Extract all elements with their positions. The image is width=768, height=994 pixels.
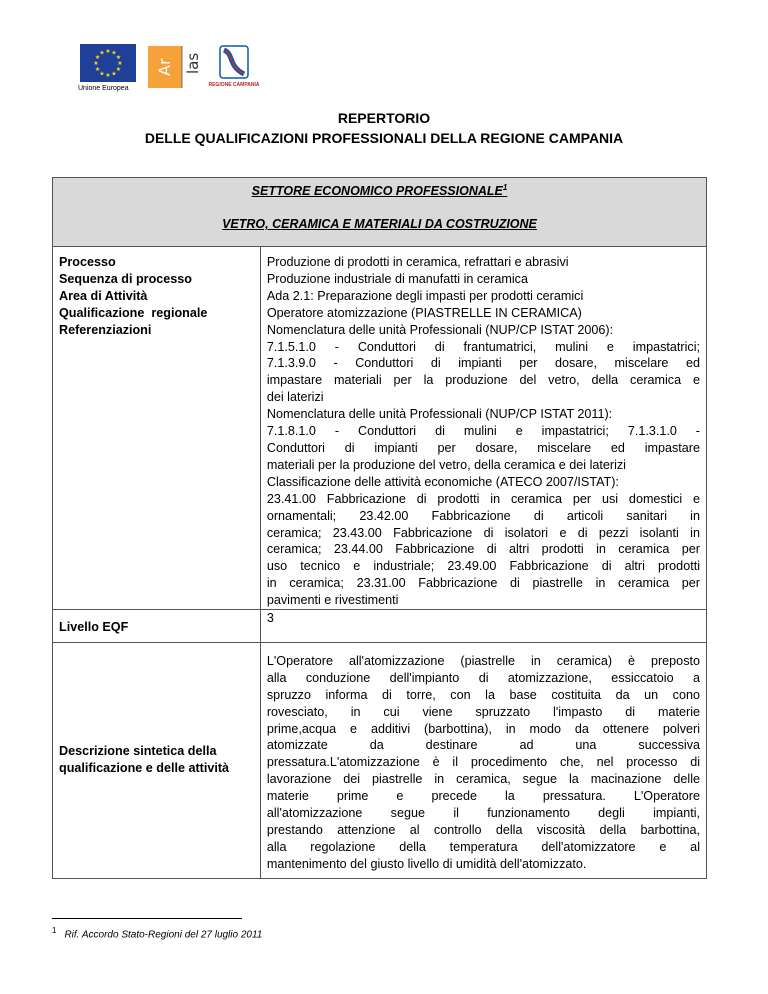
text-line: 7.1.5.1.0 - Conduttori di frantumatrici, mulini e impastatrici; [266,339,700,354]
table-row [53,247,707,610]
text-line: lavorazione dei piastrelle in ceramica, segue la macinazione delle [266,772,700,787]
eqf-label: Livello EQF [53,610,261,643]
svg-text:★: ★ [99,70,105,78]
descrizione-label [53,642,261,878]
info-values [260,247,706,610]
title-line-1: REPERTORIO [337,110,431,126]
sequenza-value: Produzione industriale di manufatti in ceramica [266,271,528,286]
qualificazione-value: Operatore atomizzazione (PIASTRELLE IN CERAMICA) [266,305,582,320]
text-line: pressatura.L'atomizzazione è il procedimento che, nel processo di [266,755,700,770]
svg-text:★: ★ [94,54,101,61]
sector-header [52,177,707,247]
text-line: Conduttori di impianti per dosare, miscelare ed impastare [266,440,700,455]
area-value: Ada 2.1: Preparazione degli impasti per prodotti ceramici [266,288,584,303]
eqf-value: 3 [260,610,706,643]
text-line: ornamentali; 23.42.00 Fabbricazione di articoli sanitari in [266,508,700,523]
text-line: 7.1.3.9.0 - Conduttori di impianti per dosare, miscelare ed [266,356,700,371]
referenziazioni-value [267,322,700,609]
processo-label: Processo [59,255,116,269]
text-line: in ceramica; 23.31.00 Fabbricazione di piastrelle in ceramica per [266,576,700,591]
svg-text:★: ★ [105,48,111,55]
footnote-ref: 1 [502,183,508,192]
svg-text:★: ★ [115,54,122,61]
text-line: materie prime e precede la pressatura. L'Operatore [266,789,700,804]
text-line: ceramica; 23.44.00 Fabbricazione di altri prodotti in ceramica per [266,542,700,557]
document-title [0,108,768,148]
eu-caption: Unione Europea [78,85,129,92]
eu-flag-logo [80,44,136,82]
text-line: 7.1.8.1.0 - Conduttori di mulini e impastatrici; 7.1.3.1.0 - [266,424,700,439]
text-line: Nomenclatura delle unità Professionali (NUP/CP ISTAT 2011): [266,407,613,422]
table-row [53,610,707,643]
campania-label: REGIONE CAMPANIA [208,82,260,88]
text-line: mantenimento del giusto livello di umidità dell'atomizzato. [266,856,587,871]
descrizione-label-line-2: qualificazione e delle attività [59,761,230,776]
svg-text:★: ★ [115,66,122,73]
text-line: atomizzate da destinare ad una successiva [266,738,700,753]
svg-text:las: las [184,52,202,74]
text-line: dei laterizi [266,390,324,405]
svg-text:★: ★ [93,60,99,67]
text-line: prime,acqua e additivi (barbottina), in modo da ottenere polveri [266,721,700,736]
arlas-logo [148,46,204,88]
footnote-divider [52,918,242,919]
footnote [52,926,262,940]
info-labels [53,247,261,610]
table-row [53,642,707,878]
text-line: L'Operatore all'atomizzazione (piastrelle in ceramica) è preposto [266,653,700,668]
footnote-marker: 1 [52,926,57,935]
text-line: alla regolazione della temperatura dell'atomizzatore e al [266,839,700,854]
sequenza-label: Sequenza di processo [59,271,192,286]
text-line: uso tecnico e industriale; 23.49.00 Fabbricazione di altri prodotti [266,559,700,574]
svg-text:★: ★ [111,70,117,78]
text-line: Nomenclatura delle unità Professionali (NUP/CP ISTAT 2006): [266,322,614,337]
svg-text:Ar: Ar [155,58,174,76]
text-line: Classificazione delle attività economiche (ATECO 2007/ISTAT): [266,474,619,489]
svg-text:★: ★ [94,66,101,73]
text-line: rovesciato, in cui viene spruzzato l'impasto di materie [266,704,700,719]
text-line: all'atomizzazione segue il funzionamento degli impianti, [266,806,700,821]
processo-value: Produzione di prodotti in ceramica, refrattari e abrasivi [266,255,569,269]
descrizione-label-line-1: Descrizione sintetica della [59,744,217,759]
svg-text:★: ★ [105,72,111,79]
regione-campania-logo [208,44,260,90]
text-line: spruzzo informa di torre, con la base costituita da un cono [266,687,700,702]
text-line: alla conduzione dell'impianto di atomizzazione, essiccatoio a [266,670,700,685]
svg-text:★: ★ [99,49,105,57]
svg-text:★: ★ [111,49,117,57]
svg-text:★: ★ [117,60,123,67]
text-line: materiali per la produzione del vetro, della ceramica e dei laterizi [266,457,626,472]
sector-name: VETRO, CERAMICA E MATERIALI DA COSTRUZIONE [222,217,537,231]
descrizione-value [260,642,706,878]
sector-heading: SETTORE ECONOMICO PROFESSIONALE$^1$ [251,183,508,199]
title-line-2: DELLE QUALIFICAZIONI PROFESSIONALI DELLA REGIONE CAMPANIA [144,130,624,146]
text-line: pavimenti e rivestimenti [266,593,399,608]
qualificazione-label: Qualificazione regionale [59,305,208,320]
area-label: Area di Attività [59,288,148,303]
text-line: 23.41.00 Fabbricazione di prodotti in ceramica per usi domestici e [266,491,700,506]
qualification-table [52,246,707,879]
referenziazioni-label: Referenziazioni [59,322,152,337]
text-line: ceramica; 23.43.00 Fabbricazione di isolatori e di pezzi isolanti in [266,525,700,540]
text-line: impastare materiali per la produzione del vetro, della ceramica e [266,373,700,388]
footnote-text: Rif. Accordo Stato-Regioni del 27 luglio 2011 [64,929,263,941]
text-line: prestando attenzione al controllo della viscosità della barbottina, [266,823,700,837]
